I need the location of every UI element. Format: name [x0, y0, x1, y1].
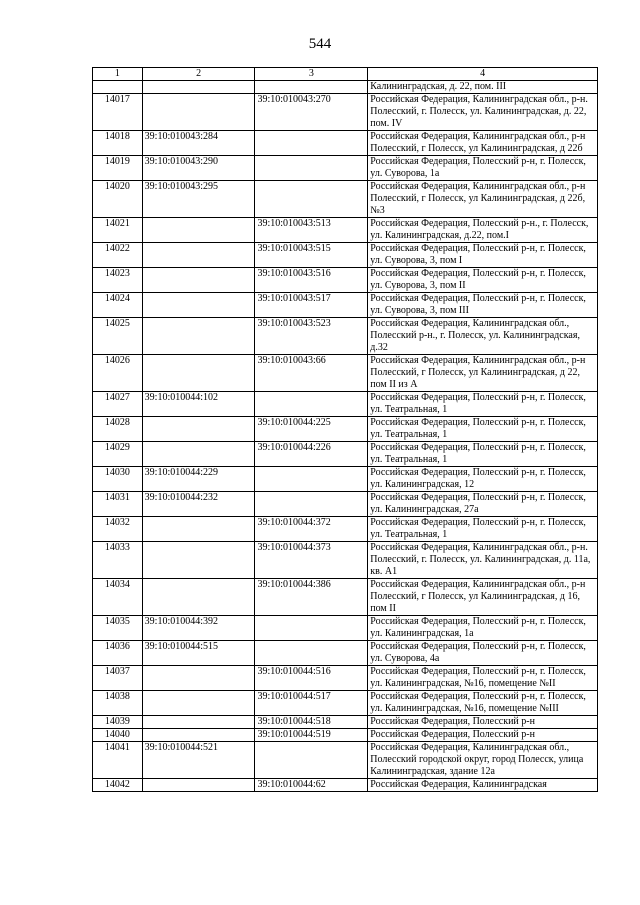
- col3-cell: [255, 81, 368, 94]
- row-number-cell: 14029: [93, 442, 143, 467]
- col3-cell: 39:10:010044:226: [255, 442, 368, 467]
- address-cell: Российская Федерация, Калининградская обл., р-н Полесский, г Полесск, ул Калининградская, д 22б: [368, 131, 598, 156]
- row-number-cell: 14019: [93, 156, 143, 181]
- col3-cell: 39:10:010044:225: [255, 417, 368, 442]
- row-number-cell: 14034: [93, 579, 143, 616]
- address-cell: Российская Федерация, Полесский р-н, г. Полесск, ул. Суворова, 3, пом I: [368, 243, 598, 268]
- col3-cell: [255, 156, 368, 181]
- table-row: [93, 691, 598, 716]
- address-cell: Российская Федерация, Полесский р-н, г. Полесск, ул. Театральная, 1: [368, 417, 598, 442]
- row-number-cell: 14041: [93, 742, 143, 779]
- column-header-3: 3: [255, 68, 368, 81]
- table-row: [93, 467, 598, 492]
- table-row: [93, 666, 598, 691]
- col3-cell: [255, 467, 368, 492]
- address-cell: Российская Федерация, Калининградская обл., р-н Полесский, г Полесск, ул Калининградская, д 16, пом II: [368, 579, 598, 616]
- col2-cell: [142, 729, 255, 742]
- col2-cell: [142, 691, 255, 716]
- table-row: [93, 492, 598, 517]
- column-header-1: 1: [93, 68, 143, 81]
- col2-cell: [142, 268, 255, 293]
- row-number-cell: 14024: [93, 293, 143, 318]
- col2-cell: [142, 218, 255, 243]
- table-row: [93, 729, 598, 742]
- address-cell: Российская Федерация, Полесский р-н, г. Полесск, ул. Суворова, 3, пом II: [368, 268, 598, 293]
- address-cell: Российская Федерация, Калининградская обл., р-н. Полесский, г. Полесск, ул. Калининградская, д. 11а, кв. А1: [368, 542, 598, 579]
- col3-cell: 39:10:010044:372: [255, 517, 368, 542]
- col3-cell: 39:10:010044:518: [255, 716, 368, 729]
- col2-cell: 39:10:010043:284: [142, 131, 255, 156]
- col2-cell: [142, 579, 255, 616]
- address-cell: Калининградская, д. 22, пом. III: [368, 81, 598, 94]
- table-row: [93, 742, 598, 779]
- address-cell: Российская Федерация, Полесский р-н, г. Полесск, ул. Театральная, 1: [368, 442, 598, 467]
- table-row: [93, 779, 598, 792]
- address-cell: Российская Федерация, Полесский р-н, г. Полесск, ул. Калининградская, №16, помещение №II: [368, 666, 598, 691]
- col2-cell: [142, 716, 255, 729]
- page-number: 544: [308, 36, 332, 52]
- table-row: [93, 318, 598, 355]
- table-row: [93, 293, 598, 318]
- row-number-cell: 14018: [93, 131, 143, 156]
- column-header-4: 4: [368, 68, 598, 81]
- row-number-cell: 14039: [93, 716, 143, 729]
- col2-cell: 39:10:010044:515: [142, 641, 255, 666]
- col3-cell: 39:10:010044:516: [255, 666, 368, 691]
- col3-cell: 39:10:010043:513: [255, 218, 368, 243]
- col3-cell: 39:10:010044:62: [255, 779, 368, 792]
- col3-cell: 39:10:010043:66: [255, 355, 368, 392]
- row-number-cell: 14037: [93, 666, 143, 691]
- row-number-cell: 14031: [93, 492, 143, 517]
- table-row: [93, 579, 598, 616]
- col3-cell: [255, 616, 368, 641]
- col2-cell: [142, 442, 255, 467]
- col2-cell: 39:10:010044:521: [142, 742, 255, 779]
- col3-cell: 39:10:010044:373: [255, 542, 368, 579]
- row-number-cell: [93, 81, 143, 94]
- col3-cell: [255, 641, 368, 666]
- table-row: [93, 94, 598, 131]
- row-number-cell: 14021: [93, 218, 143, 243]
- col2-cell: 39:10:010044:232: [142, 492, 255, 517]
- table-row: [93, 156, 598, 181]
- address-cell: Российская Федерация, Полесский р-н, г. Полесск, ул. Калининградская, №16, помещение №III: [368, 691, 598, 716]
- col2-cell: [142, 417, 255, 442]
- col3-cell: 39:10:010044:517: [255, 691, 368, 716]
- table-row: [93, 131, 598, 156]
- address-cell: Российская Федерация, Калининградская: [368, 779, 598, 792]
- address-cell: Российская Федерация, Полесский р-н, г. Полесск, ул. Калининградская, 12: [368, 467, 598, 492]
- col2-cell: [142, 542, 255, 579]
- row-number-cell: 14027: [93, 392, 143, 417]
- row-number-cell: 14022: [93, 243, 143, 268]
- col2-cell: 39:10:010044:229: [142, 467, 255, 492]
- table-row: [93, 181, 598, 218]
- address-cell: Российская Федерация, Калининградская обл., р-н. Полесский, г. Полесск, ул. Калининградская, д. 22, пом. IV: [368, 94, 598, 131]
- row-number-cell: 14026: [93, 355, 143, 392]
- col2-cell: 39:10:010044:102: [142, 392, 255, 417]
- row-number-cell: 14042: [93, 779, 143, 792]
- row-number-cell: 14030: [93, 467, 143, 492]
- col2-cell: [142, 355, 255, 392]
- registry-table: [92, 67, 598, 792]
- address-cell: Российская Федерация, Полесский р-н, г. Полесск, ул. Суворова, 3, пом III: [368, 293, 598, 318]
- col3-cell: [255, 131, 368, 156]
- address-cell: Российская Федерация, Калининградская обл., р-н Полесский, г Полесск, ул Калининградская, д 22, пом II из А: [368, 355, 598, 392]
- row-number-cell: 14035: [93, 616, 143, 641]
- address-cell: Российская Федерация, Калининградская обл., Полесский р-н., г. Полесск, ул. Калининградская, д.32: [368, 318, 598, 355]
- table-row: [93, 641, 598, 666]
- table-row: [93, 355, 598, 392]
- row-number-cell: 14017: [93, 94, 143, 131]
- row-number-cell: 14020: [93, 181, 143, 218]
- table-row: [93, 392, 598, 417]
- address-cell: Российская Федерация, Калининградская обл., р-н Полесский, г Полесск, ул Калининградская, д 22б, №3: [368, 181, 598, 218]
- table-body: [93, 81, 598, 792]
- address-cell: Российская Федерация, Полесский р-н, г. Полесск, ул. Калининградская, 1а: [368, 616, 598, 641]
- table-row: [93, 716, 598, 729]
- table-header-row: [93, 68, 598, 81]
- col3-cell: 39:10:010043:523: [255, 318, 368, 355]
- col3-cell: 39:10:010043:515: [255, 243, 368, 268]
- col2-cell: [142, 293, 255, 318]
- row-number-cell: 14023: [93, 268, 143, 293]
- address-cell: Российская Федерация, Полесский р-н, г. Полесск, ул. Театральная, 1: [368, 517, 598, 542]
- col3-cell: [255, 492, 368, 517]
- col3-cell: [255, 181, 368, 218]
- row-number-cell: 14025: [93, 318, 143, 355]
- table-row: [93, 268, 598, 293]
- col2-cell: [142, 243, 255, 268]
- col3-cell: 39:10:010043:516: [255, 268, 368, 293]
- col3-cell: 39:10:010043:517: [255, 293, 368, 318]
- col3-cell: 39:10:010044:386: [255, 579, 368, 616]
- row-number-cell: 14032: [93, 517, 143, 542]
- address-cell: Российская Федерация, Полесский р-н: [368, 729, 598, 742]
- continuation-row: [93, 81, 598, 94]
- row-number-cell: 14033: [93, 542, 143, 579]
- address-cell: Российская Федерация, Калининградская обл., Полесский городской округ, город Полесск, улица Калининградская, здание 12а: [368, 742, 598, 779]
- table-row: [93, 542, 598, 579]
- col3-cell: 39:10:010043:270: [255, 94, 368, 131]
- col3-cell: 39:10:010044:519: [255, 729, 368, 742]
- table-row: [93, 616, 598, 641]
- col2-cell: [142, 666, 255, 691]
- col2-cell: [142, 81, 255, 94]
- table-row: [93, 517, 598, 542]
- col2-cell: [142, 517, 255, 542]
- row-number-cell: 14028: [93, 417, 143, 442]
- col2-cell: 39:10:010043:295: [142, 181, 255, 218]
- address-cell: Российская Федерация, Полесский р-н., г. Полесск, ул. Калининградская, д.22, пом.I: [368, 218, 598, 243]
- address-cell: Российская Федерация, Полесский р-н, г. Полесск, ул. Суворова, 4а: [368, 641, 598, 666]
- column-header-2: 2: [142, 68, 255, 81]
- table-row: [93, 243, 598, 268]
- address-cell: Российская Федерация, Полесский р-н: [368, 716, 598, 729]
- row-number-cell: 14038: [93, 691, 143, 716]
- col2-cell: [142, 779, 255, 792]
- address-cell: Российская Федерация, Полесский р-н, г. Полесск, ул. Калининградская, 27а: [368, 492, 598, 517]
- table-row: [93, 442, 598, 467]
- col2-cell: 39:10:010043:290: [142, 156, 255, 181]
- row-number-cell: 14036: [93, 641, 143, 666]
- address-cell: Российская Федерация, Полесский р-н, г. Полесск, ул. Суворова, 1а: [368, 156, 598, 181]
- row-number-cell: 14040: [93, 729, 143, 742]
- table-row: [93, 218, 598, 243]
- col2-cell: [142, 318, 255, 355]
- col2-cell: [142, 94, 255, 131]
- col3-cell: [255, 392, 368, 417]
- col2-cell: 39:10:010044:392: [142, 616, 255, 641]
- col3-cell: [255, 742, 368, 779]
- table-row: [93, 417, 598, 442]
- address-cell: Российская Федерация, Полесский р-н, г. Полесск, ул. Театральная, 1: [368, 392, 598, 417]
